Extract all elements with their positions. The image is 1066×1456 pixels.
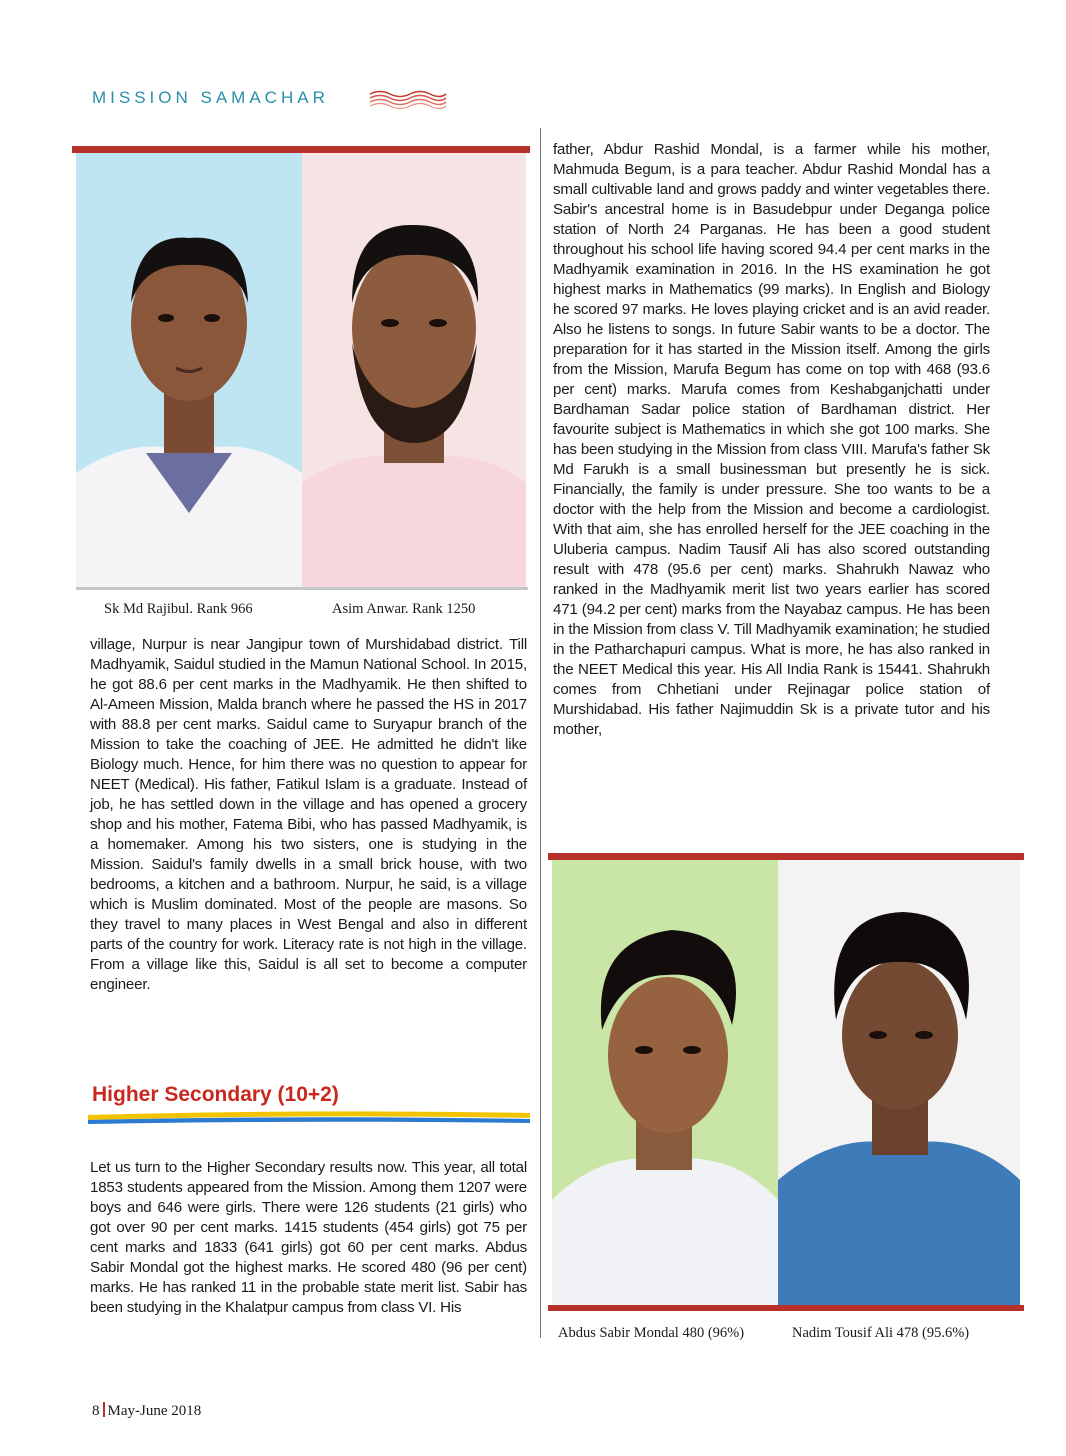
footer-separator xyxy=(103,1402,105,1417)
caption-sabir: Abdus Sabir Mondal 480 (96%) xyxy=(558,1325,745,1341)
left-paragraph-1: village, Nurpur is near Jangipur town of Murshidabad district. Till Madhyamik, Saidul studied in the Mamun National School. In 2015, he got 88.6 per cent marks in the Madhyamik. He then shifted to Al-Ameen Mission, Malda branch where he passed the HS in 2017 with 88.8 per cent marks. Saidul came to Suryapur branch of the Mission to take the coaching of JEE. He admitted he didn't like Biology much. Hence, for him there was no question to appear for NEET (Medical). His father, Fatikul Islam is a graduate. Instead of job, he has settled down in the village and has opened a grocery shop and his mother, Fatema Bibi, who has passed Madhyamik, is a homemaker. Among his two sisters, one is studying in the Mission. Saidul's family dwells in a small brick house, with two bedrooms, a kitchen and a bathroom. Nurpur, he said, is a village which is Muslim dominated. Most of the people are masons. So they travel to many places in West Bengal and also in different parts of the country for work. Literacy rate is not high in the village. From a village like this, Saidul is all set to become a computer engineer. xyxy=(90,636,527,993)
photo-top-bottom-bar xyxy=(76,587,528,590)
photo-sabir xyxy=(552,860,778,1305)
caption-asim: Asim Anwar. Rank 1250 xyxy=(332,601,476,617)
left-paragraph-2: Let us turn to the Higher Secondary results now. This year, all total 1853 students appeared from the Mission. Among them 1207 were boys and 646 were girls. There were 126 students (21 girls) who got over 90 per cent marks. 1415 students (454 girls) got 75 per cent marks and 1833 (641 girls) got 60 per cent marks. Abdus Sabir Mondal got the highest marks. He scored 480 (96 per cent) marks. He has ranked 11 in the probable state merit list. Sabir has been studying in the Khalatpur campus from class VI. His xyxy=(90,1159,527,1316)
page-number: 8 xyxy=(92,1403,100,1419)
photo-bottom-top-bar xyxy=(548,853,1024,860)
photo-asim xyxy=(302,153,526,587)
photo-nadim xyxy=(778,860,1020,1305)
photo-top-bar xyxy=(72,146,530,153)
photo-rajibul xyxy=(76,153,302,587)
photo-bottom-bottom-bar xyxy=(548,1305,1024,1311)
section-heading: Higher Secondary (10+2) xyxy=(92,1083,339,1106)
right-paragraph-1: father, Abdur Rashid Mondal, is a farmer while his mother, Mahmuda Begum, is a para teacher. Abdur Rashid Mondal has a small cultivable land and grows paddy and winter vegetables there. Sabir's ancestral home is in Basudebpur under Deganga police station of North 24 Parganas. He has been a good student throughout his school life having scored 94.4 per cent marks in the Madhyamik examination in 2016. In the HS examination he got highest marks in Mathematics (99 marks). In English and Biology he scored 97 marks. He loves playing cricket and is an avid reader. Also he listens to songs. In future Sabir wants to be a doctor. The preparation for it has started in the Mission itself. Among the girls from the Mission, Marufa Begum has come on top with 468 (93.6 per cent) marks. Marufa comes from Keshabganjchatti under Bardhaman Sadar police station of Bardhaman district. Her favourite subject is Mathematics in which she got 100 marks. She has been studying in the Mission from class VIII. Marufa's father Sk Md Farukh is a small businessman but presently he is sick. Financially, the family is under pressure. She too wants to be a doctor with the help from the Mission and become a cardiologist. With that aim, she has enrolled herself for the JEE coaching in the Uluberia campus. Nadim Tausif Ali has also scored outstanding result with 478 (95.6 per cent) marks. Shahrukh Nawaz who ranked in the Madhyamik merit list two years earlier has scored 471 (94.2 per cent) marks from the Nayabaz campus. He has been in the Mission from class V. Till Madhyamik examination; he studied in the Patharchapuri campus. What is more, he has also ranked in the NEET Medical this year. His All India Rank is 15441. Shahrukh comes from Chhetiani under Rejinagar police station of Murshidabad. His father Najimuddin Sk is a private tutor and his mother, xyxy=(553,141,990,738)
caption-rajibul: Sk Md Rajibul. Rank 966 xyxy=(104,601,253,617)
wave-ornament-icon xyxy=(368,86,448,110)
page-footer xyxy=(92,1402,201,1420)
heading-stripes xyxy=(88,1109,530,1129)
issue-date: May-June 2018 xyxy=(107,1403,202,1419)
masthead-title: MISSION SAMACHAR xyxy=(92,88,329,107)
caption-nadim: Nadim Tousif Ali 478 (95.6%) xyxy=(792,1325,970,1341)
column-divider xyxy=(540,128,541,1338)
